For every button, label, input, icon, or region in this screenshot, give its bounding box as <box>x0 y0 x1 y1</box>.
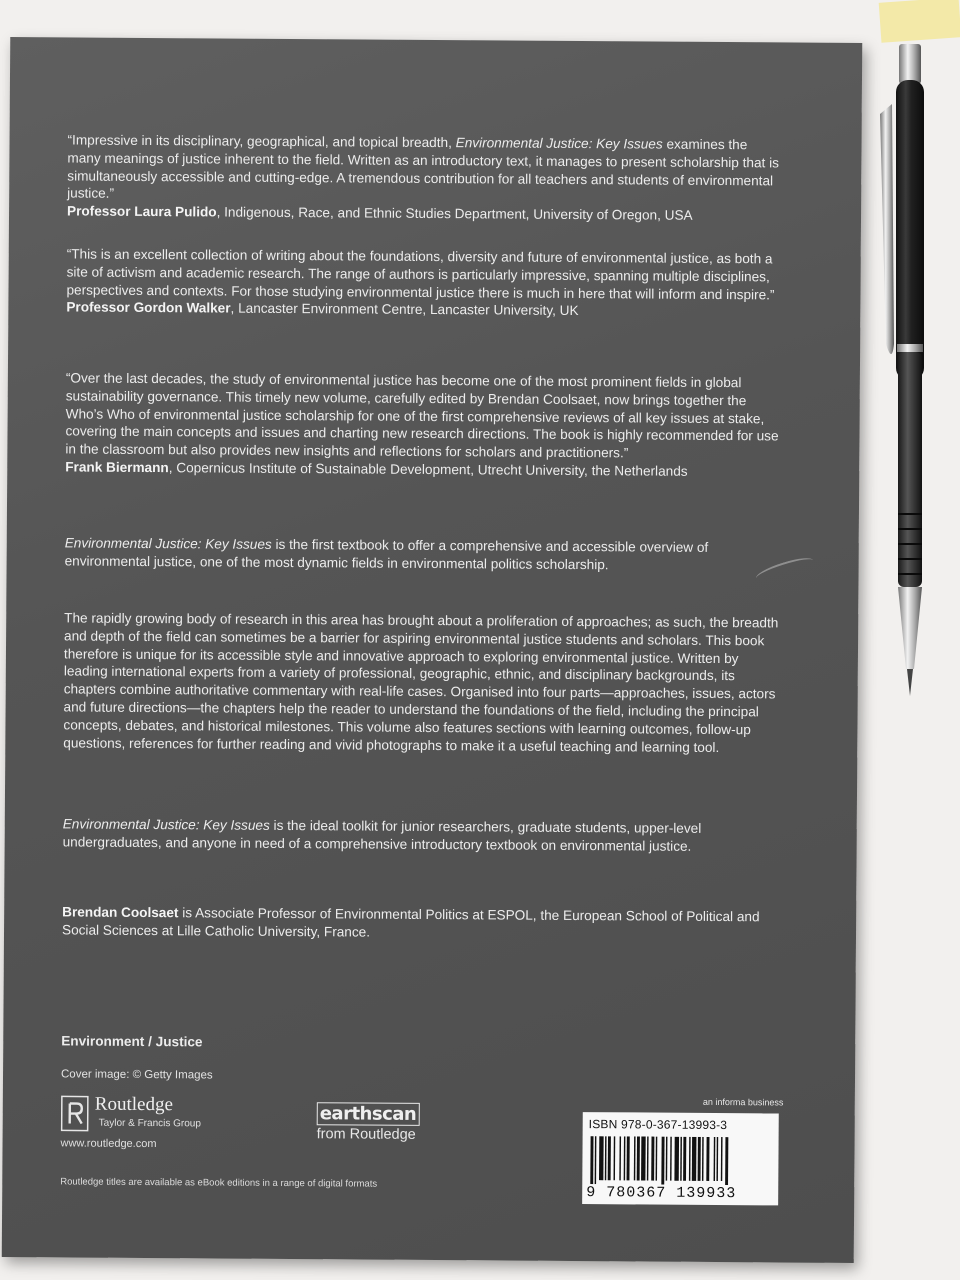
routledge-logo <box>60 1093 240 1158</box>
description-paragraph-3 <box>63 815 778 856</box>
barcode-bar <box>647 1137 649 1181</box>
barcode-bar <box>656 1137 658 1181</box>
barcode-bar <box>716 1137 718 1181</box>
quote-text: examines the many meanings of justice inherent to the field. Written as an introductory text, it manages to present scholarship that is simultaneously accessible and cutting-edge. A tremendous contribution for all teachers and students of environmental justice.” <box>67 136 779 202</box>
author-name: Brendan Coolsaet <box>62 904 179 921</box>
barcode-bar <box>624 1136 626 1180</box>
book-back-cover <box>2 37 862 1263</box>
description-paragraph-2: The rapidly growing body of research in this area has brought about a proliferation of approaches; as such, the breadth and depth of the field can sometimes be a barrier for aspiring environmental justice students and scholars. This book therefore is unique for its accessible style and innovative approach to exploring environmental justice. Written by leading international experts from a variety of professional, geographic, ethnic, and disciplinary backgrounds, its chapters combine authoritative commentary with real-life cases. Organised into four parts—approaches, issues, actors and future directions—the chapters help the reader to understand the foundations of the field, including the principal concepts, debates, and historical milestones. This volume also features sections with learning outcomes, follow-up questions, references for further reading and vivid photographs to make it a useful teaching and learning tool. <box>63 610 779 755</box>
barcode-bar <box>698 1137 701 1181</box>
earthscan-logo <box>317 1102 457 1143</box>
barcode-bar <box>637 1136 640 1180</box>
book-title-italic: Environmental Justice: Key Issues <box>62 816 270 833</box>
barcode-bar <box>692 1137 697 1181</box>
barcode-bar <box>614 1136 616 1180</box>
quote-text: “Over the last decades, the study of environmental justice has become one of the most prominent fields in global sustainability governance. This timely new volume, carefully edited by Brendan Coolsaet, now brings together the Who’s Who of environmental justice scholarship for one of the first comprehensive reviews of all key issues at stake, covering the main concepts and issues and charting new research directions. The book is highly recommended for use in the classroom but also provides new insights and reflections for scholars and practitioners.” <box>65 370 779 461</box>
sticky-note <box>879 0 960 43</box>
barcode-bar <box>627 1136 630 1180</box>
endorser-affiliation: , Copernicus Institute of Sustainable Development, Utrecht University, the Netherlands <box>168 460 688 479</box>
barcode-bar <box>590 1136 593 1184</box>
description-text: is the ideal toolkit for junior researchers, graduate students, upper-level undergraduates, and anyone in need of a comprehensive introductory textbook on environmental justice. <box>62 817 702 854</box>
barcode-digits: 9 780367 139933 <box>586 1184 737 1203</box>
barcode-bar <box>689 1137 691 1181</box>
subject-category: Environment / Justice <box>61 1033 203 1050</box>
barcode-bar <box>599 1136 604 1180</box>
barcode-bar <box>661 1137 664 1185</box>
endorser-name: Frank Biermann <box>65 459 169 476</box>
barcode-bar <box>714 1137 716 1181</box>
routledge-name: Routledge <box>94 1093 174 1116</box>
barcode-bar <box>725 1137 728 1185</box>
ebook-availability-note: Routledge titles are available as eBook editions in a range of digital formats <box>60 1176 378 1190</box>
endorser-name: Professor Laura Pulido <box>67 203 217 220</box>
barcode-bar <box>651 1137 654 1181</box>
earthscan-subtitle: from Routledge <box>316 1126 416 1143</box>
quote-attribution <box>65 459 687 478</box>
pen-icon <box>870 44 950 704</box>
barcode-bars <box>586 1136 774 1185</box>
author-bio-text: is Associate Professor of Environmental Politics at ESPOL, the European School of Political and Social Sciences at Lille Catholic University, France. <box>61 905 760 940</box>
endorser-affiliation: , Lancaster Environment Centre, Lancaster University, UK <box>230 300 579 319</box>
quote-text: “This is an excellent collection of writing about the foundations, diversity and future of environmental justice, as both a site of activism and academic research. The range of authors is particularly impressive, spanning multiple disciplines, perspectives and contexts. For those studying environmental justice there is much in here that will inform and inspire.” <box>66 246 775 302</box>
barcode-bar <box>680 1137 682 1181</box>
description-text: is the first textbook to offer a comprehensive and accessible overview of environmental justice, one of the most dynamic fields in environmental politics scholarship. <box>64 536 709 573</box>
barcode-bar <box>706 1137 709 1181</box>
barcode-bar <box>595 1136 597 1184</box>
author-bio <box>62 903 777 944</box>
barcode-bar <box>666 1137 668 1181</box>
isbn-barcode <box>582 1112 779 1205</box>
quote-attribution <box>66 300 578 319</box>
endorsement-quote-2 <box>66 245 781 321</box>
barcode-bar <box>721 1137 723 1181</box>
barcode-bar <box>702 1137 704 1181</box>
endorsement-quote-1 <box>67 131 783 225</box>
barcode-bar <box>674 1137 679 1181</box>
endorser-name: Professor Gordon Walker <box>66 299 231 316</box>
book-title-italic: Environmental Justice: Key Issues <box>455 135 663 152</box>
quote-attribution <box>67 204 693 223</box>
barcode-bar <box>619 1136 621 1180</box>
barcode-bar <box>683 1137 686 1181</box>
quote-text: “Impressive in its disciplinary, geographical, and topical breadth, <box>67 132 456 151</box>
routledge-url: www.routledge.com <box>60 1137 157 1151</box>
barcode-bar <box>641 1136 646 1180</box>
endorsement-quote-3 <box>65 369 781 481</box>
barcode-bar <box>634 1136 636 1180</box>
isbn-label: ISBN 978-0-367-13993-3 <box>588 1117 728 1133</box>
earthscan-wordmark: earthscan <box>317 1102 420 1126</box>
endorser-affiliation: , Indigenous, Race, and Ethnic Studies Department, University of Oregon, USA <box>216 204 693 223</box>
barcode-bar <box>670 1137 672 1181</box>
description-paragraph-1 <box>65 534 780 575</box>
book-title-italic: Environmental Justice: Key Issues <box>64 535 272 552</box>
barcode-bar <box>605 1136 607 1180</box>
routledge-r-icon <box>61 1095 89 1131</box>
informa-business-tag: an informa business <box>702 1096 784 1108</box>
cover-image-credit: Cover image: © Getty Images <box>60 1068 213 1082</box>
barcode-bar <box>608 1136 611 1180</box>
routledge-group: Taylor & Francis Group <box>98 1117 201 1130</box>
